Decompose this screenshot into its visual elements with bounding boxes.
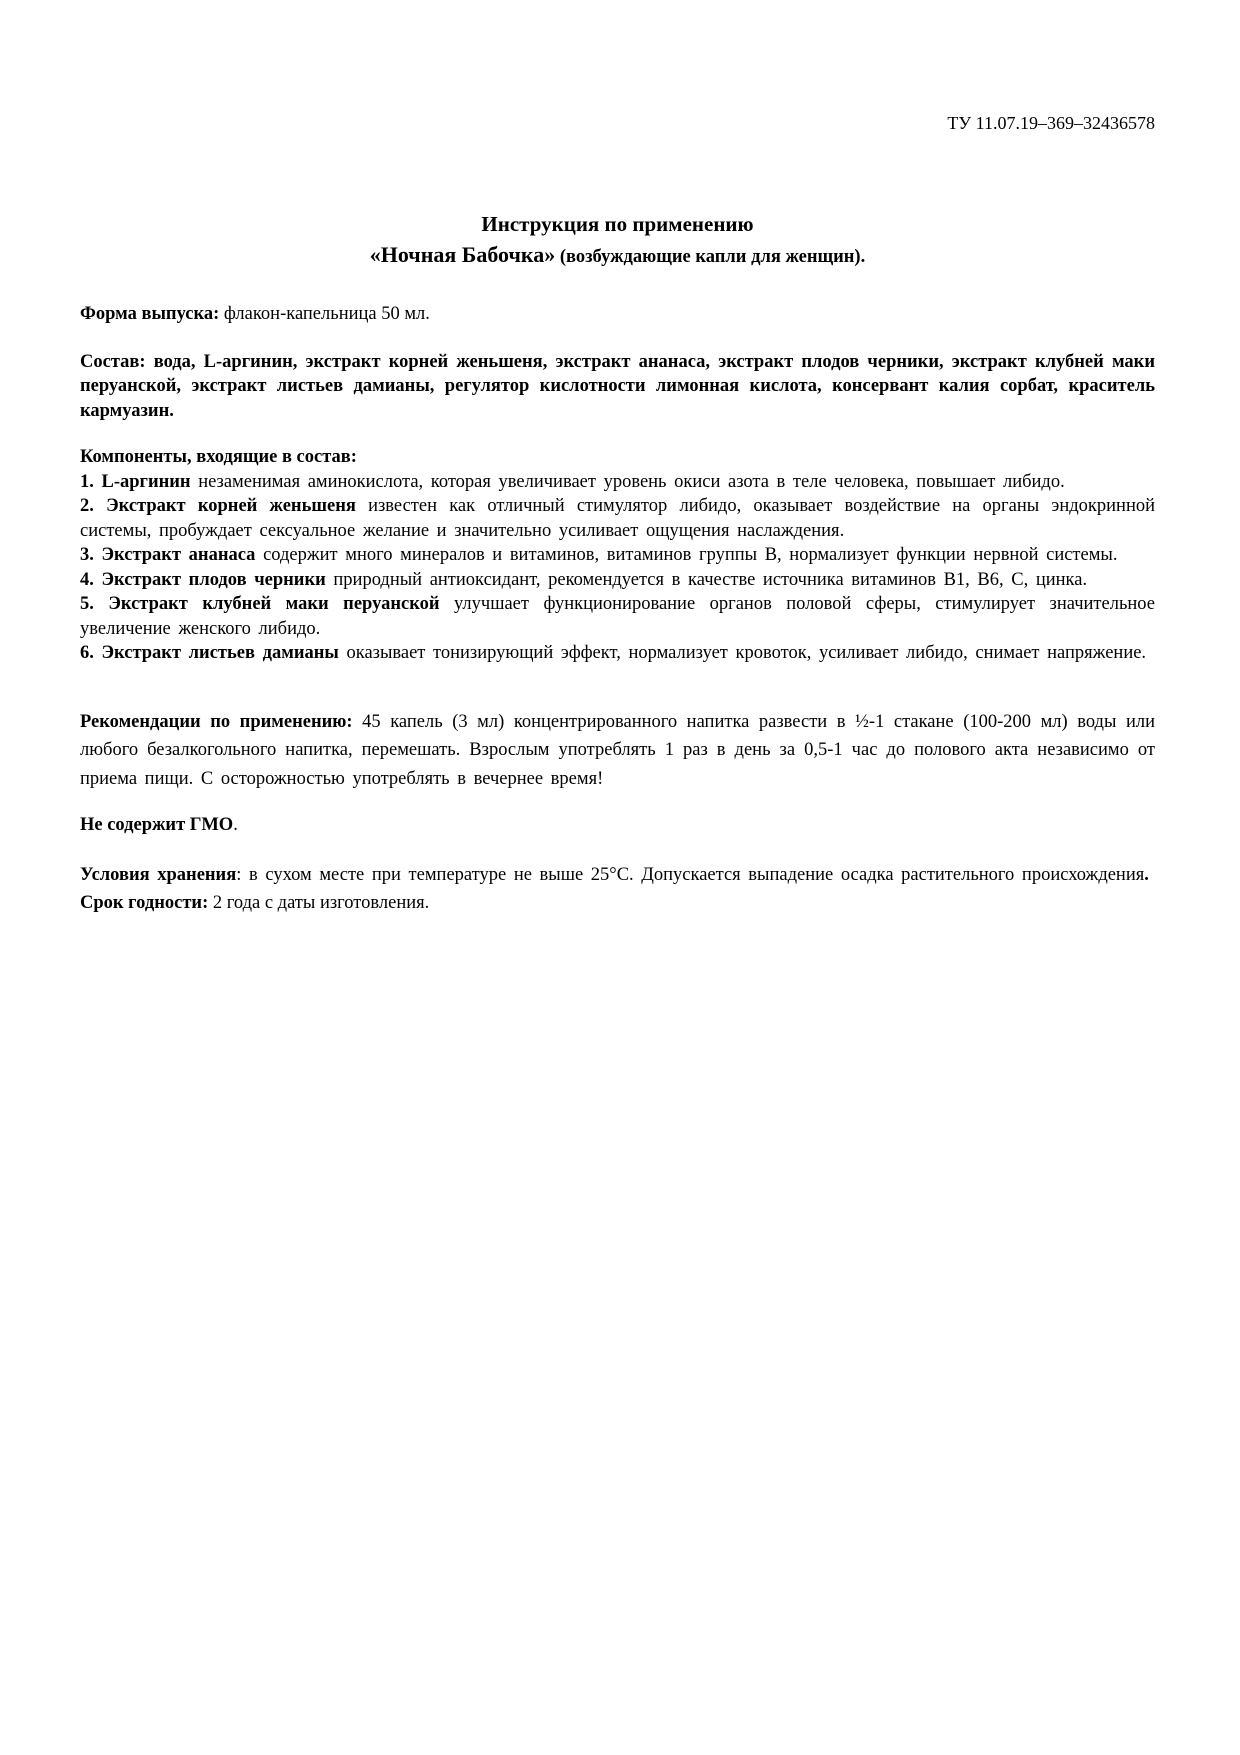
component-item-4 [80, 568, 1155, 593]
component-item-3 [80, 543, 1155, 568]
recommendations-label: Рекомендации по применению: [80, 711, 353, 732]
gmo-label: Не содержит ГМО [80, 815, 234, 835]
shelf-life-text: 2 года с даты изготовления. [208, 893, 430, 913]
release-form-value: флакон-капельница 50 мл. [219, 304, 430, 324]
shelf-life-paragraph [80, 889, 1155, 918]
component-5-text: улучшает функционирование органов половой сферы, стимулирует значительное увеличение женского либидо. [80, 594, 1155, 639]
brand-name: «Ночная Бабочка» [369, 242, 556, 267]
component-4-label: 4. Экстракт плодов черники [80, 569, 326, 590]
component-item-5 [80, 592, 1155, 641]
gmo-paragraph [80, 811, 1155, 840]
component-item-1 [80, 470, 1155, 495]
component-2-text: известен как отличный стимулятор либидо, оказывает воздействие на органы эндокринной системы, пробуждает сексуальное желание и значительно усиливает ощущения наслаждения. [80, 496, 1155, 541]
composition-paragraph: Состав: вода, L-аргинин, экстракт корней женьшеня, экстракт ананаса, экстракт плодов черники, экстракт клубней маки перуанской, экстракт листьев дамианы, регулятор кислотности лимонная кислота, консервант калия сорбат, краситель кармуазин. [80, 351, 1155, 421]
component-3-text: содержит много минералов и витаминов, витаминов группы В, нормализует функции нервной системы. [255, 545, 1118, 565]
storage-paragraph [80, 861, 1155, 890]
storage-text: : в сухом месте при температуре не выше 25°С. Допускается выпадение осадка растительного происхождения [236, 864, 1145, 885]
release-form-label: Форма выпуска: [80, 304, 220, 324]
recommendations-text: 45 капель (3 мл) концентрированного напитка развести в ½-1 стакане (100-200 мл) воды или любого безалкогольного напитка, перемешать. Взрослым употреблять 1 раз в день за 0,5-1 час до полового акта независимо от приема пищи. С осторожностью употреблять в вечернее время! [80, 711, 1155, 789]
storage-label: Условия хранения [80, 864, 237, 885]
component-6-text: оказывает тонизирующий эффект, нормализует кровоток, усиливает либидо, снимает напряжение. [338, 643, 1147, 663]
document-title: Инструкция по применению [481, 212, 754, 236]
component-1-label: 1. L-аргинин [80, 471, 191, 492]
brand-descriptor: (возбуждающие капли для женщин). [559, 247, 866, 267]
release-form-paragraph [80, 302, 1155, 327]
component-item-6 [80, 641, 1155, 666]
shelf-life-label: Срок годности: [80, 893, 209, 913]
component-2-label: 2. Экстракт корней женьшеня [80, 496, 356, 516]
document-subtitle [80, 240, 1155, 272]
recommendations-paragraph [80, 708, 1155, 794]
gmo-period: . [233, 815, 238, 835]
component-1-text: незаменимая аминокислота, которая увеличивает уровень окиси азота в теле человека, повышает либидо. [190, 471, 1065, 492]
component-4-text: природный антиоксидант, рекомендуется в качестве источника витаминов В1, В6, С, цинка. [325, 569, 1088, 590]
component-item-2 [80, 494, 1155, 543]
storage-period: . [1144, 864, 1149, 885]
component-5-label: 5. Экстракт клубней маки перуанской [80, 594, 440, 614]
tu-number: ТУ 11.07.19–369–32436578 [947, 113, 1155, 133]
component-6-label: 6. Экстракт листьев дамианы [80, 643, 339, 663]
components-heading: Компоненты, входящие в состав: [80, 447, 357, 467]
components-list [80, 470, 1155, 666]
component-3-label: 3. Экстракт ананаса [80, 545, 256, 565]
